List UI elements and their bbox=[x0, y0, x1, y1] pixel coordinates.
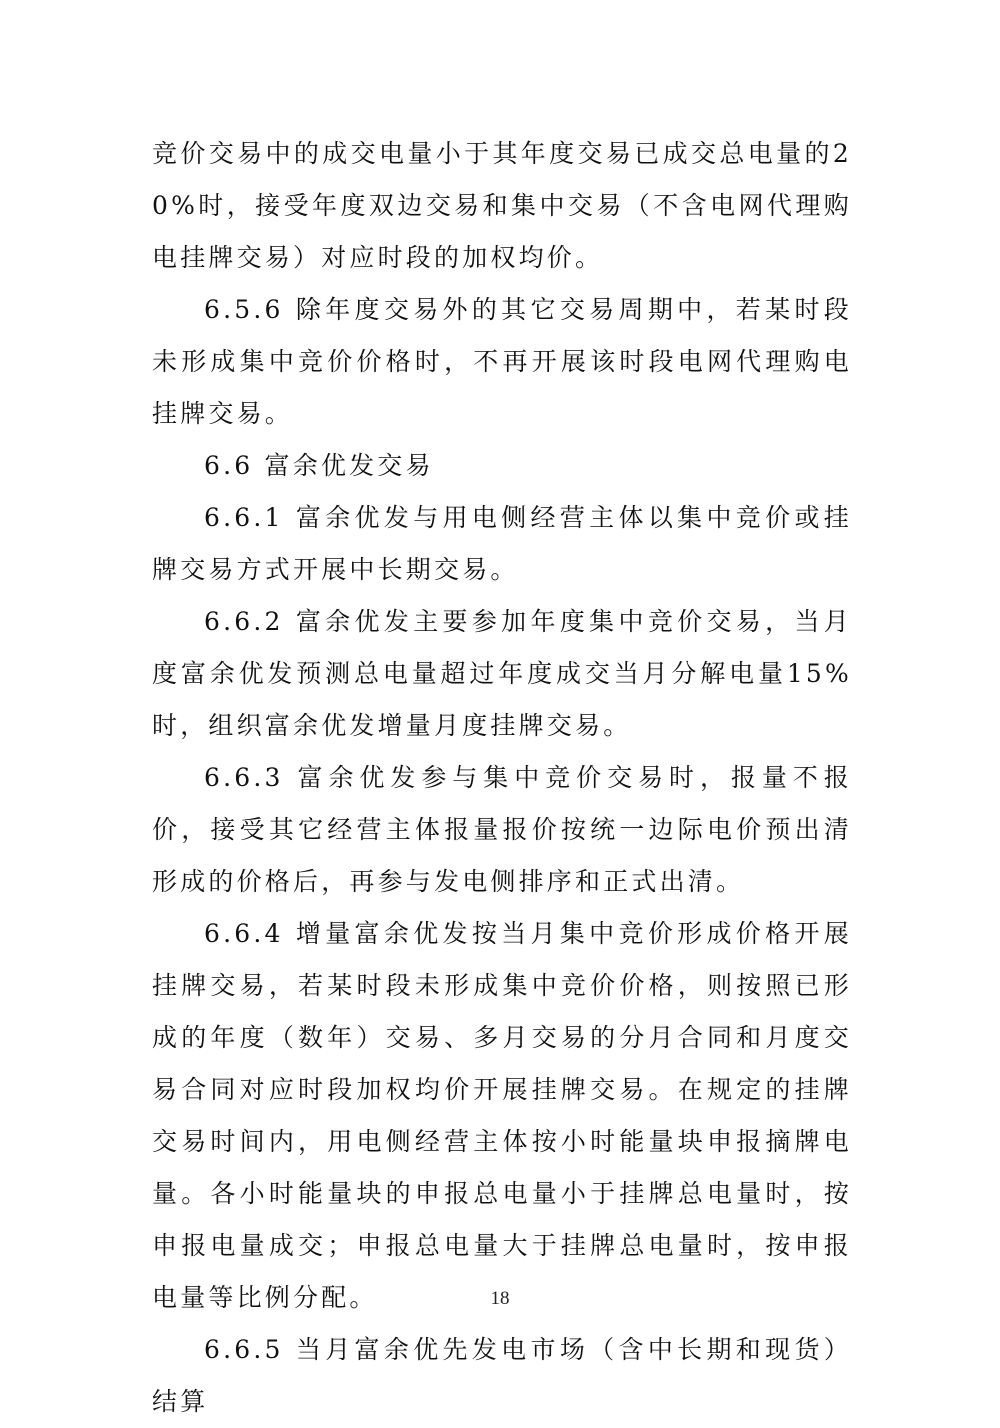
section-heading-6-6: 6.6 富余优发交易 bbox=[204, 451, 434, 480]
page-number: 18 bbox=[490, 1288, 510, 1309]
document-body bbox=[152, 128, 852, 1428]
paragraph-6-6-4: 6.6.4 增量富余优发按当月集中竞价形成价格开展挂牌交易，若某时段未形成集中竞价价格，则按照已形成的年度（数年）交易、多月交易的分月合同和月度交易合同对应时段加权均价开展挂牌交易。在规定的挂牌交易时间内，用电侧经营主体按小时能量块申报摘牌电量。各小时能量块的申报总电量小于挂牌总电量时，按申报电量成交；申报总电量大于挂牌总电量时，按申报电量等比例分配。 bbox=[152, 919, 852, 1312]
paragraph-6-5-6: 6.5.6 除年度交易外的其它交易周期中，若某时段未形成集中竞价价格时，不再开展该时段电网代理购电挂牌交易。 bbox=[152, 295, 852, 428]
paragraph-6-6-5: 6.6.5 当月富余优先发电市场（含中长期和现货）结算 bbox=[152, 1335, 852, 1416]
paragraph-6-6-3: 6.6.3 富余优发参与集中竞价交易时，报量不报价，接受其它经营主体报量报价按统一边际电价预出清形成的价格后，再参与发电侧排序和正式出清。 bbox=[152, 763, 852, 896]
paragraph-continuation: 竞价交易中的成交电量小于其年度交易已成交总电量的20%时，接受年度双边交易和集中交易（不含电网代理购电挂牌交易）对应时段的加权均价。 bbox=[152, 139, 852, 272]
paragraph-6-6-1: 6.6.1 富余优发与用电侧经营主体以集中竞价或挂牌交易方式开展中长期交易。 bbox=[152, 503, 852, 584]
paragraph-6-6-2: 6.6.2 富余优发主要参加年度集中竞价交易，当月度富余优发预测总电量超过年度成交当月分解电量15%时，组织富余优发增量月度挂牌交易。 bbox=[152, 607, 852, 740]
